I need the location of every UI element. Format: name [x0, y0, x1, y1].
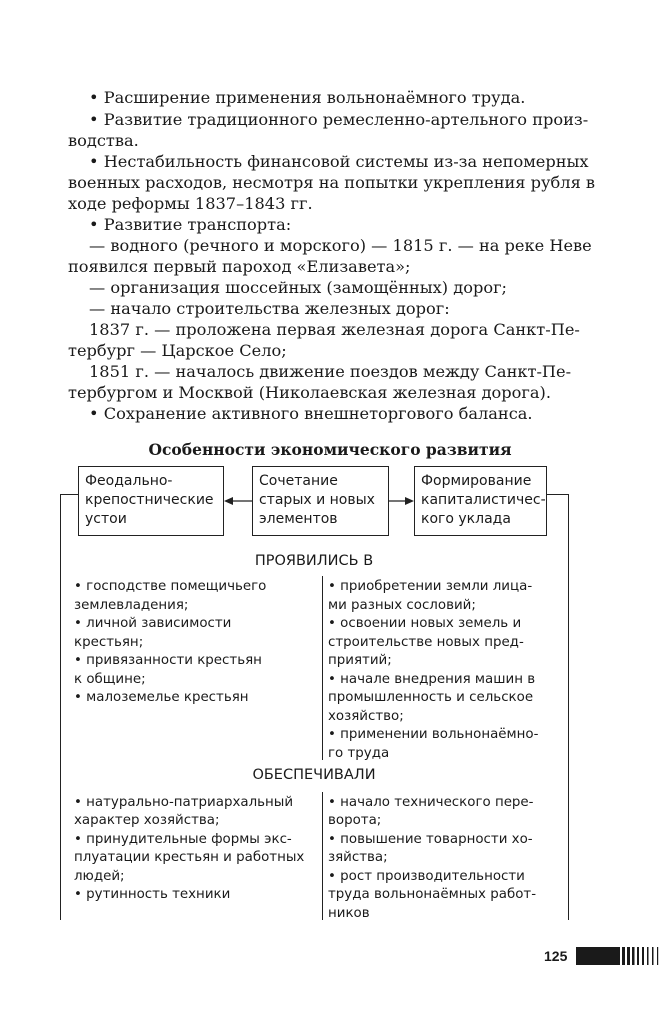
- right-frame-tick: [547, 494, 568, 495]
- box-capitalist: [414, 466, 547, 536]
- list-item: • начале внедрения машин в: [328, 672, 536, 687]
- box-line: элементов: [259, 511, 338, 527]
- paragraph-line: водства.: [68, 131, 139, 150]
- box-line: кого уклада: [421, 511, 511, 527]
- section-title-manifested: ПРОЯВИЛИСЬ В: [254, 553, 374, 569]
- list-item: • освоении новых земель и: [328, 616, 522, 631]
- paragraph-line: — начало строительства железных дорог:: [89, 299, 450, 318]
- paragraph-line: тербургом и Москвой (Николаевская железная дорога).: [68, 383, 552, 402]
- list-item: • личной зависимости: [74, 616, 232, 631]
- list-item: • господстве помещичьего: [74, 579, 267, 594]
- box-line: старых и новых: [259, 492, 375, 508]
- paragraph-line: появился первый пароход «Елизавета»;: [68, 257, 411, 276]
- list-item: ворота;: [328, 813, 382, 828]
- box-line: устои: [85, 511, 127, 527]
- paragraph-line: — водного (речного и морского) — 1815 г. — на реке Неве: [89, 236, 592, 255]
- list-item: го труда: [328, 746, 390, 761]
- list-item: крестьян;: [74, 635, 144, 650]
- list-item: • приобретении земли лица-: [328, 579, 533, 594]
- paragraph-line: ходе реформы 1837–1843 гг.: [68, 194, 313, 213]
- list-item: людей;: [74, 869, 125, 884]
- list-item: хозяйство;: [328, 709, 404, 724]
- list-item: приятий;: [328, 653, 392, 668]
- list-item: ников: [328, 906, 370, 921]
- list-item: труда вольнонаёмных работ-: [328, 887, 537, 902]
- section2-divider: [322, 792, 323, 920]
- paragraph-line: • Развитие транспорта:: [89, 215, 292, 234]
- paragraph-line: • Развитие традиционного ремесленно-артельного произ-: [89, 110, 589, 129]
- paragraph-line: — организация шоссейных (замощённых) дорог;: [89, 278, 507, 297]
- list-item: • привязанности крестьян: [74, 653, 262, 668]
- list-item: плуатации крестьян и работных: [74, 850, 305, 865]
- list-item: ми разных сословий;: [328, 598, 476, 613]
- paragraph-line: • Расширение применения вольнонаёмного труда.: [89, 88, 526, 107]
- list-item: • натурально-патриархальный: [74, 795, 294, 810]
- list-item: зяйства;: [328, 850, 388, 865]
- list-item: промышленность и сельское: [328, 690, 534, 705]
- section1-divider: [322, 576, 323, 760]
- list-item: • рост производительности: [328, 869, 525, 884]
- arrow-right-icon: [405, 497, 414, 505]
- box-line: Сочетание: [259, 473, 338, 489]
- box-line: Формирование: [421, 473, 532, 489]
- page-number: 125: [544, 948, 568, 964]
- paragraph-line: 1851 г. — началось движение поездов между Санкт-Пе-: [89, 362, 572, 381]
- list-item: • повышение товарности хо-: [328, 832, 533, 847]
- paragraph-line: 1837 г. — проложена первая железная дорога Санкт-Пе-: [89, 320, 580, 339]
- list-item: • рутинность техники: [74, 887, 231, 902]
- box-line: крепостнические: [85, 492, 214, 508]
- list-item: к общине;: [74, 672, 146, 687]
- arrows: [224, 493, 414, 509]
- arrow-left-icon: [224, 497, 233, 505]
- list-item: • принудительные формы экс-: [74, 832, 292, 847]
- box-line: Феодально-: [85, 473, 173, 489]
- list-item: • применении вольнонаёмно-: [328, 727, 539, 742]
- section-title-ensured: ОБЕСПЕЧИВАЛИ: [252, 767, 376, 783]
- paragraph-line: • Нестабильность финансовой системы из-за непомерных: [89, 152, 589, 171]
- list-item: • малоземелье крестьян: [74, 690, 249, 705]
- scheme-title: Особенности экономического развития: [148, 440, 512, 459]
- list-item: характер хозяйства;: [74, 813, 220, 828]
- paragraph-line: военных расходов, несмотря на попытки укрепления рубля в: [68, 173, 596, 192]
- paragraph-line: • Сохранение активного внешнеторгового баланса.: [89, 404, 533, 423]
- list-item: • начало технического пере-: [328, 795, 534, 810]
- left-frame-tick: [60, 494, 78, 495]
- list-item: строительстве новых пред-: [328, 635, 524, 650]
- box-feudal: [78, 466, 224, 536]
- list-item: землевладения;: [74, 598, 189, 613]
- box-line: капиталистичес-: [421, 492, 546, 508]
- paragraph-line: тербург — Царское Село;: [68, 341, 287, 360]
- page-bar-decoration: [576, 947, 660, 965]
